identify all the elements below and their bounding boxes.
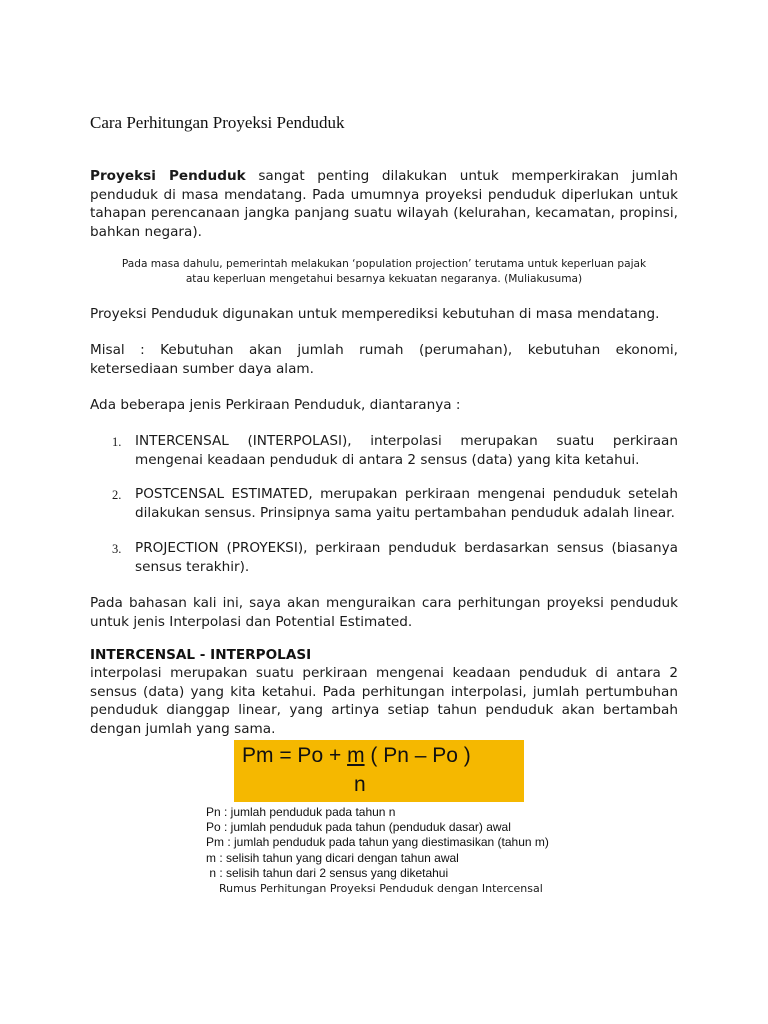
- definitions-list: [206, 805, 549, 881]
- list-text: INTERCENSAL (INTERPOLASI), interpolasi merupakan suatu perkiraan mengenai keadaan penduduk di antara 2 sensus (data) yang kita ketahui.: [135, 433, 678, 468]
- formula-left: Pm = Po +: [242, 744, 348, 767]
- formula-denominator: n: [354, 773, 366, 796]
- figure-caption: Rumus Perhitungan Proyeksi Penduduk dengan Intercensal: [219, 882, 543, 895]
- formula-expression: [242, 744, 471, 768]
- formula-right: ( Pn – Po ): [364, 744, 471, 767]
- list-item: [112, 539, 678, 576]
- list-text: PROJECTION (PROYEKSI), perkiraan penduduk berdasarkan sensus (biasanya sensus terakhir).: [135, 540, 678, 575]
- list-number: 3.: [112, 542, 122, 556]
- definition-item: Pm : jumlah penduduk pada tahun yang diestimasikan (tahun m): [206, 835, 549, 850]
- types-intro-paragraph: Ada beberapa jenis Perkiraan Penduduk, diantaranya :: [90, 397, 461, 413]
- formula-box: [234, 740, 524, 802]
- definition-item: n : selisih tahun dari 2 sensus yang diketahui: [206, 865, 449, 880]
- list-text: POSTCENSAL ESTIMATED, merupakan perkiraan mengenai penduduk setelah dilakukan sensus. Prinsipnya sama yaitu pertambahan penduduk adalah linear.: [135, 486, 678, 521]
- definition-item: Pn : jumlah penduduk pada tahun n: [206, 805, 396, 819]
- example-paragraph: Misal : Kebutuhan akan jumlah rumah (perumahan), kebutuhan ekonomi, ketersediaan sumber daya alam.: [90, 342, 678, 377]
- usage-paragraph: Proyeksi Penduduk digunakan untuk memperediksi kebutuhan di masa mendatang.: [90, 306, 660, 322]
- scope-paragraph: Pada bahasan kali ini, saya akan menguraikan cara perhitungan proyeksi penduduk untuk jenis Interpolasi dan Potential Estimated.: [90, 595, 678, 630]
- definition-item: m : selisih tahun yang dicari dengan tahun awal: [206, 850, 459, 865]
- definition-item: Po : jumlah penduduk pada tahun (penduduk dasar) awal: [206, 820, 511, 835]
- intro-text: sangat penting dilakukan untuk memperkirakan jumlah penduduk di masa mendatang. Pada umumnya proyeksi penduduk diperlukan untuk tahapan perencanaan jangka panjang suatu wilayah (kelurahan, kecamatan, propinsi, bahkan negara).: [90, 168, 679, 240]
- document-title: Cara Perhitungan Proyeksi Penduduk: [90, 113, 345, 132]
- section-body: interpolasi merupakan suatu perkiraan mengenai keadaan penduduk di antara 2 sensus (data) yang kita ketahui. Pada perhitungan interpolasi, jumlah pertumbuhan penduduk dianggap linear, yang artinya setiap tahun penduduk akan bertambah dengan jumlah yang sama.: [90, 665, 678, 737]
- quote-line-2: atau keperluan mengetahui besarnya kekuatan negaranya. (Muliakusuma): [185, 273, 583, 285]
- list-item: [112, 485, 678, 522]
- formula-numerator: m: [347, 744, 365, 767]
- quote-line-1: Pada masa dahulu, pemerintah melakukan ‘population projection’ terutama untuk keperluan pajak: [121, 258, 647, 270]
- quote-block: [90, 257, 678, 287]
- intro-paragraph: [90, 167, 678, 241]
- list-item: [112, 432, 678, 469]
- intro-bold-term: Proyeksi Penduduk: [90, 168, 246, 184]
- list-number: 1.: [112, 435, 122, 449]
- list-number: 2.: [112, 488, 122, 502]
- section-heading: INTERCENSAL - INTERPOLASI: [90, 647, 312, 663]
